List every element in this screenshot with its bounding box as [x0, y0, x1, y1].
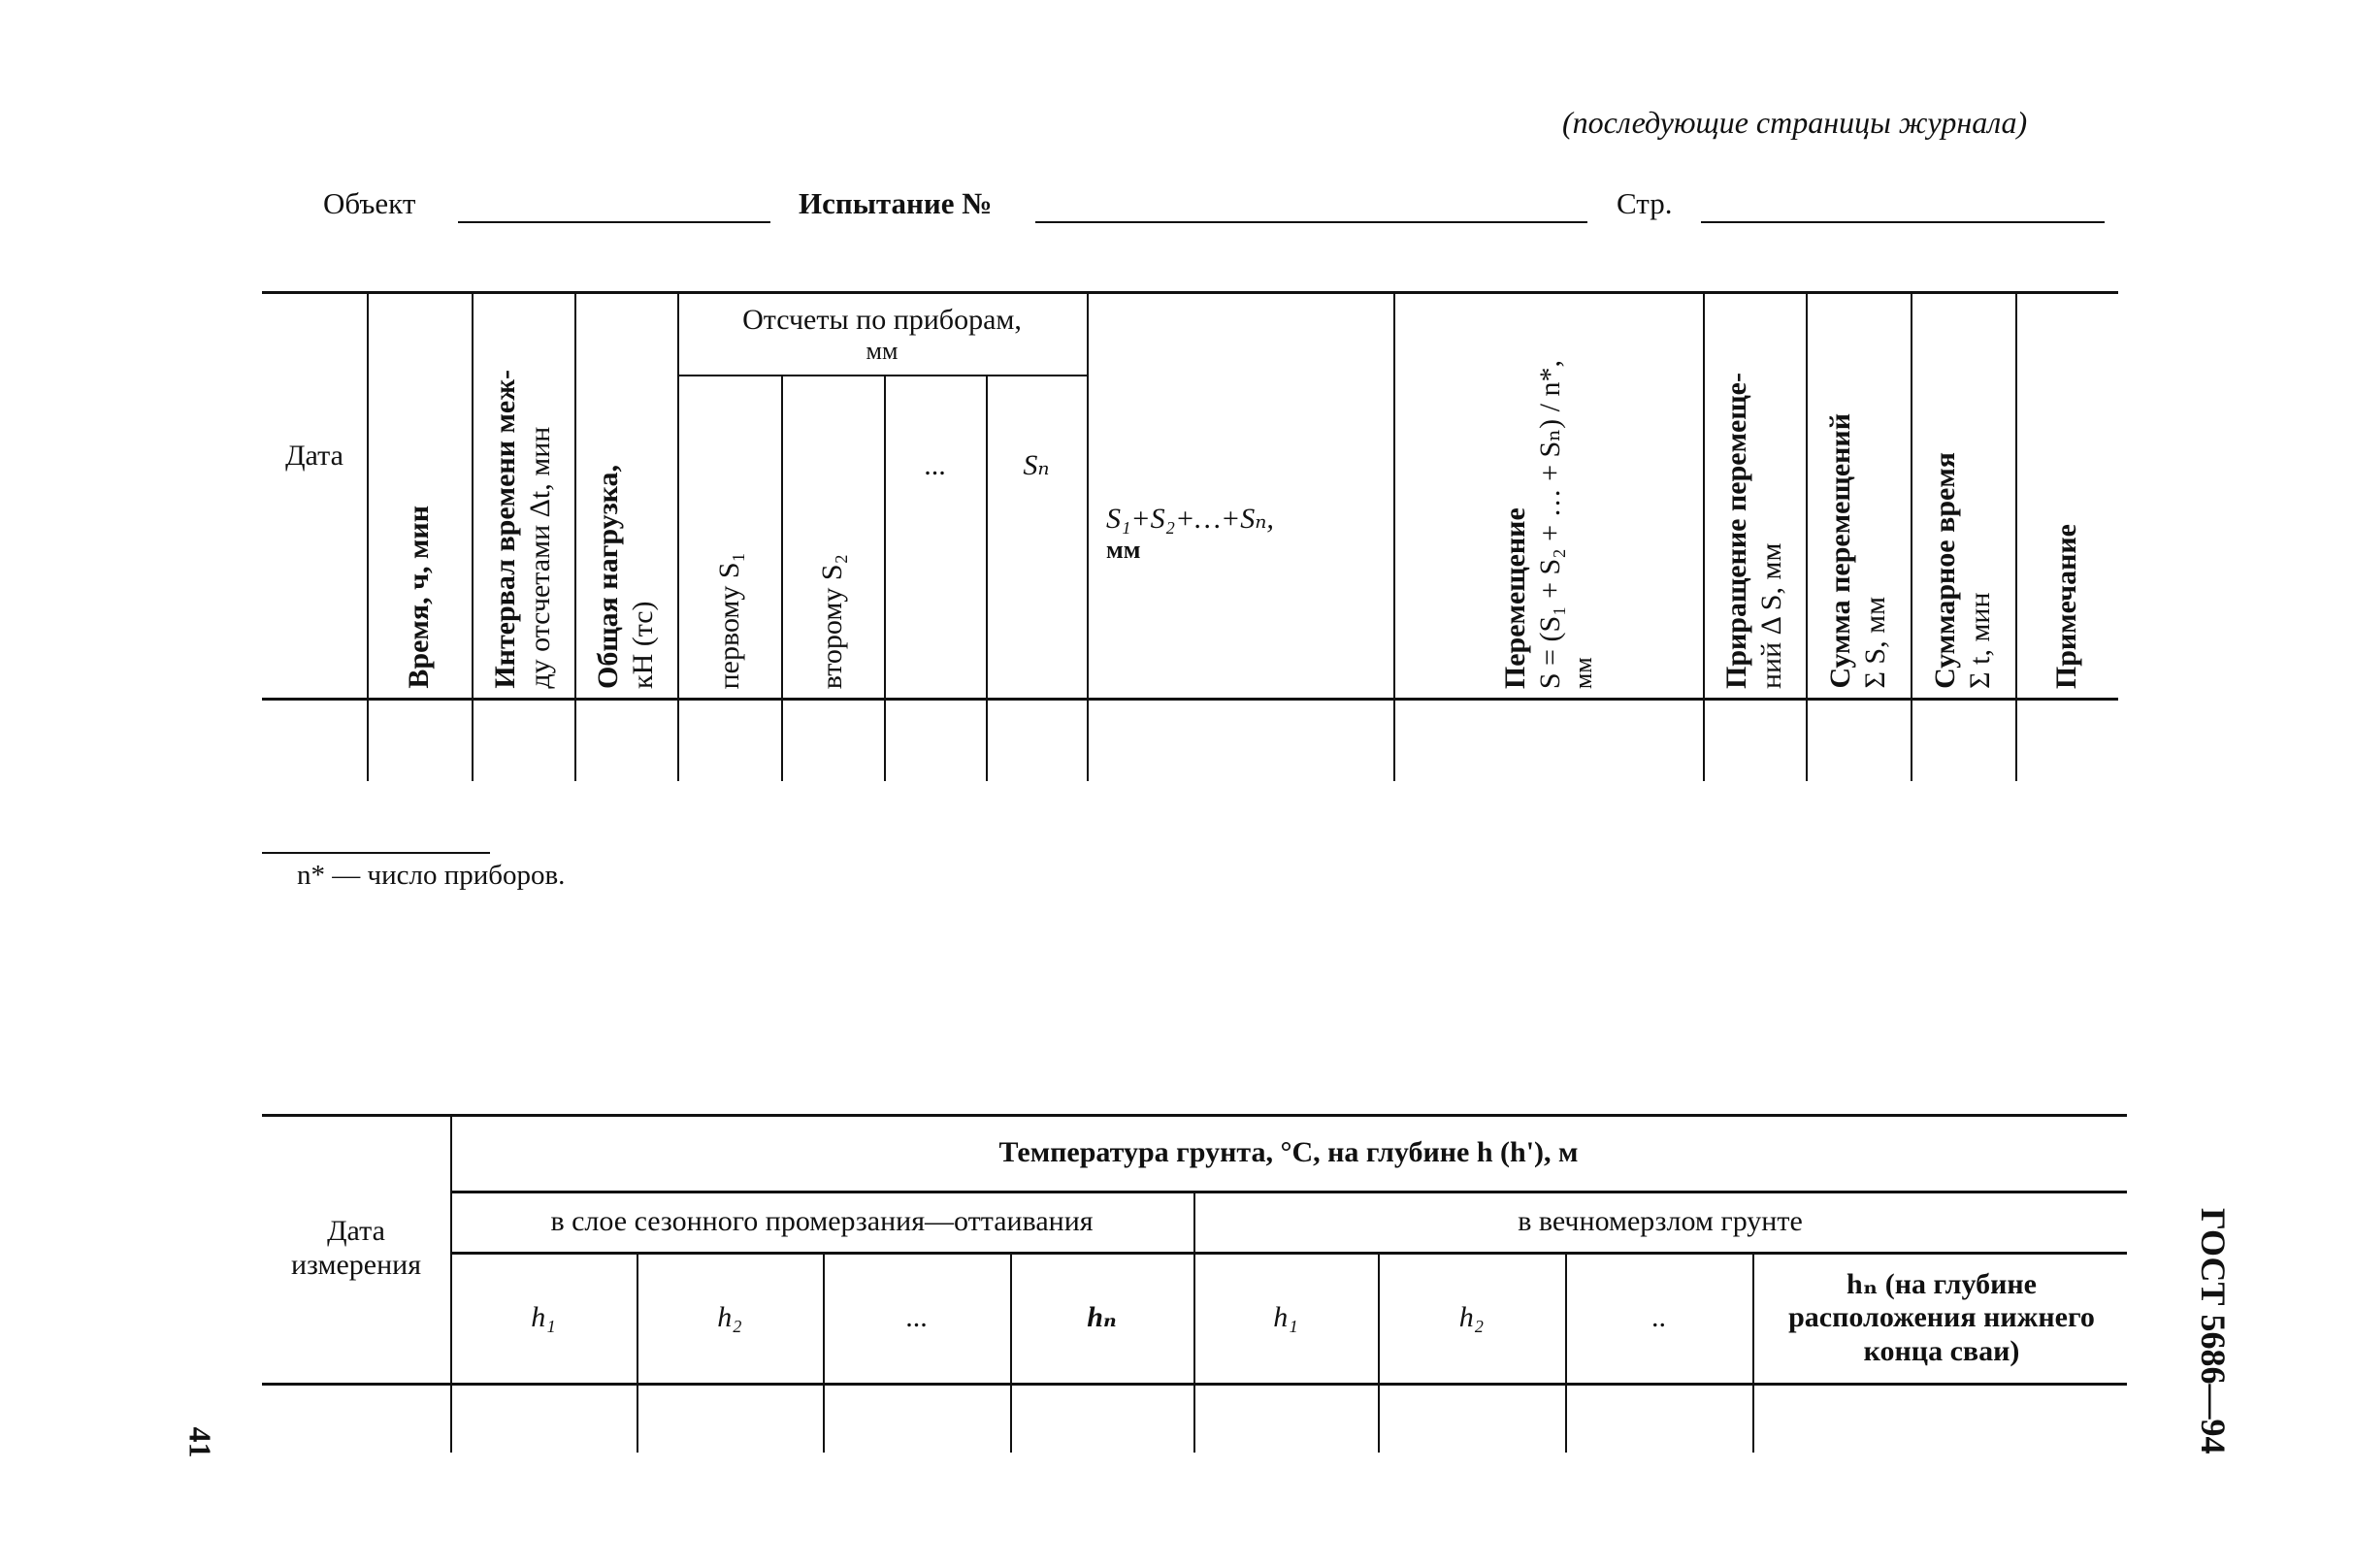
t2-col: ..	[1651, 1301, 1666, 1334]
t2-date: Дата измерения	[290, 1215, 421, 1281]
test-label: Испытание №	[799, 186, 993, 220]
col-total-time: Суммарное время Σ t, мин	[1929, 452, 1996, 689]
t2-col: hₙ	[1087, 1301, 1117, 1334]
t2-seasonal: в слое сезонного промерзания—оттаивания	[550, 1205, 1094, 1238]
col-load: Общая нагрузка, кН (тс)	[592, 465, 659, 689]
t2-col: h₂	[1458, 1301, 1485, 1334]
t2-col: hₙ (на глубине расположения нижнего конца сваи)	[1788, 1267, 2095, 1367]
col-first: первому S₁	[712, 551, 745, 689]
col-sum: S₁+S₂+…+Sₙ, мм	[1106, 502, 1274, 565]
footnote: n* — число приборов.	[297, 860, 566, 891]
continuation-note: (последующие страницы журнала)	[1562, 105, 2028, 140]
object-field	[458, 221, 770, 223]
t2-permafrost: в вечномерзлом грунте	[1518, 1205, 1803, 1238]
col-sum-displacement: Сумма перемещений Σ S, мм	[1824, 413, 1891, 689]
col-sn: Sₙ	[1023, 448, 1050, 481]
standard-id: ГОСТ 5686—94	[2194, 1208, 2233, 1454]
t2-col: h₂	[717, 1301, 742, 1334]
page-field	[1701, 221, 2105, 223]
col-readings-group: Отсчеты по приборам, мм	[742, 303, 1022, 366]
col-dots: ...	[924, 448, 946, 481]
page-number: 41	[182, 1426, 218, 1458]
col-interval: Интервал времени меж- ду отсчетами Δt, мин	[489, 370, 556, 689]
test-number-field	[1035, 221, 1587, 223]
col-displacement: Перемещение S = (S₁ + S₂ + … + Sₙ) / n*, мм	[1498, 359, 1597, 689]
object-label: Объект	[323, 186, 416, 220]
footnote-rule	[262, 852, 490, 854]
page-label: Стр.	[1617, 186, 1673, 220]
t2-temp-header: Температура грунта, °С, на глубине h (h'), м	[998, 1136, 1579, 1169]
col-increment: Приращение перемеще- ний Δ S, мм	[1720, 372, 1787, 689]
col-time: Время, ч, мин	[403, 506, 435, 689]
t2-col: h₁	[531, 1301, 556, 1334]
t2-col: ...	[905, 1301, 928, 1334]
col-second: второму S₂	[816, 553, 848, 689]
t2-col: h₁	[1273, 1301, 1298, 1334]
col-date: Дата	[285, 439, 343, 472]
col-note: Примечание	[2050, 523, 2082, 689]
